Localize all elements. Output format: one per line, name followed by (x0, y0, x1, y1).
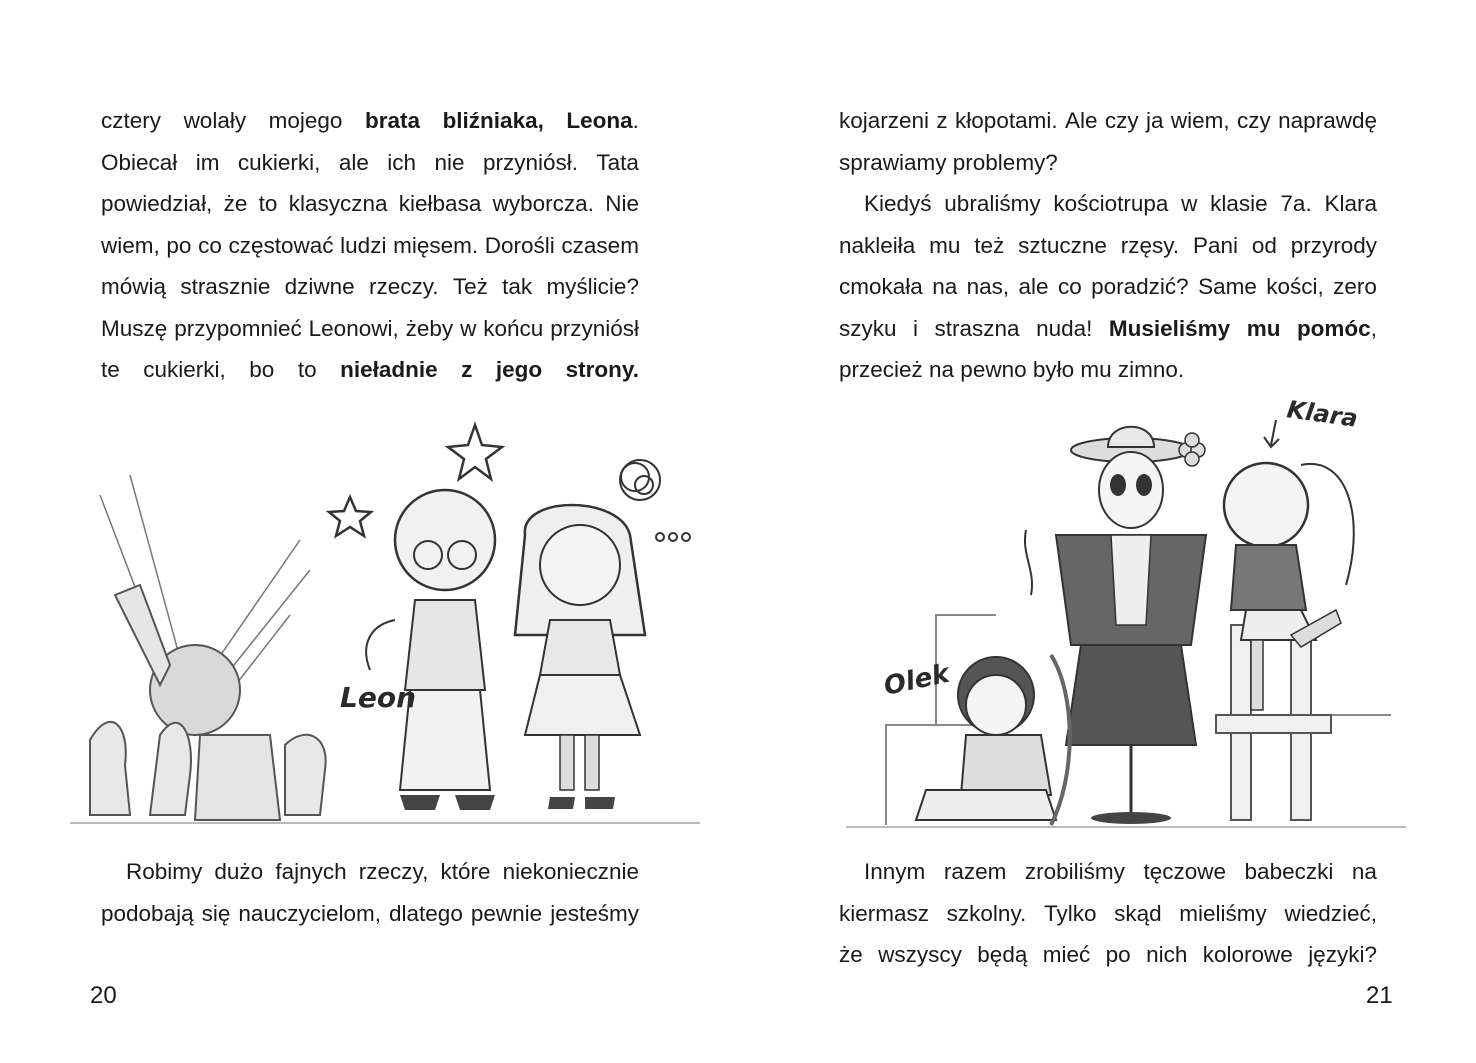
text-run: Same (1198, 274, 1257, 299)
text-run: przyrody (1290, 232, 1377, 258)
left-bottom-paragraph (101, 851, 639, 934)
text-run: wiem, (1170, 108, 1230, 133)
text-run: które (440, 859, 491, 884)
text-run: mojego (268, 108, 343, 133)
text-run: zrobiliśmy (1024, 859, 1125, 884)
text-run: Pani (1192, 232, 1238, 258)
text-run: co (1057, 274, 1082, 299)
right-page (738, 0, 1476, 1063)
girl-figure (515, 505, 645, 809)
text-line (839, 934, 1377, 976)
text-line (839, 308, 1377, 350)
text-run: w (1181, 191, 1198, 216)
text-run: nauczycielom, (238, 900, 381, 926)
text-run: straszna (934, 315, 1020, 341)
text-run: wszyscy (878, 942, 962, 967)
text-run: babeczki (1244, 859, 1334, 884)
text-run: wyborcza. (492, 191, 594, 216)
text-line (839, 100, 1377, 142)
text-run (1297, 308, 1377, 350)
text-run: dużo (214, 859, 264, 884)
text-run: cztery (101, 108, 162, 133)
text-run: częstować (228, 232, 334, 258)
flower-icon (1179, 433, 1205, 466)
text-run: Muszę (101, 315, 168, 341)
text-run: Dorośli (484, 232, 555, 258)
text-run: co (198, 232, 222, 258)
text-run: Też (452, 274, 488, 299)
text-run: rzeczy, (358, 859, 429, 884)
text-run: czy (1237, 108, 1271, 133)
left-top-paragraph (101, 100, 639, 391)
bold-text: pomóc (1296, 315, 1371, 341)
text-run: skąd (1114, 900, 1162, 926)
text-run: Tylko (1043, 900, 1097, 926)
text-line (839, 142, 1377, 184)
text-run: na (1351, 859, 1377, 884)
olek-label: Olek (881, 658, 952, 702)
bold-text: nieładnie (340, 357, 438, 382)
text-run: czy (1104, 108, 1139, 133)
text-run: przecież na pewno było mu zimno. (839, 357, 1185, 382)
text-run: ale (1018, 274, 1049, 299)
text-run: kiermasz (839, 900, 930, 926)
text-run: nakleiła (839, 232, 916, 258)
leon-label: Leon (340, 681, 417, 714)
text-run: wiedzieć, (1284, 900, 1377, 926)
text-run: cmokała (839, 274, 923, 299)
text-run: tęczowe (1143, 859, 1226, 884)
text-run: że (223, 191, 248, 216)
text-run: . (632, 108, 639, 133)
chair (1216, 625, 1331, 820)
text-line (839, 266, 1377, 308)
text-run: Klara (1324, 191, 1377, 216)
bold-text: mu (1246, 315, 1281, 341)
text-line (839, 893, 1377, 935)
text-run: wiem, (101, 232, 160, 258)
bold-text: jego (495, 357, 543, 382)
text-run: te (101, 357, 120, 382)
text-run: kościotrupa (1053, 191, 1169, 216)
text-run: kiełbasa (398, 191, 482, 216)
text-run: pewnie (470, 900, 543, 926)
text-line (101, 893, 639, 935)
text-run: nie (434, 149, 465, 175)
text-run: klasyczna (288, 191, 388, 216)
text-run: dlatego (389, 900, 463, 926)
text-run: niekoniecznie (502, 859, 639, 884)
text-run: i (913, 315, 919, 341)
text-line (101, 225, 639, 267)
text-run: Leonowi, (308, 315, 399, 341)
text-run: ja (1146, 108, 1164, 133)
text-run: będą (977, 942, 1028, 967)
text-line (101, 183, 639, 225)
text-run: tak (502, 274, 533, 299)
text-run: sztuczne (1018, 232, 1107, 258)
page-number-right: 21 (1366, 982, 1393, 1009)
text-line (839, 225, 1377, 267)
text-run: to (297, 357, 317, 382)
text-line (839, 349, 1377, 391)
text-run: po (166, 232, 192, 258)
text-run: od (1251, 232, 1277, 258)
text-run: nuda! (1036, 315, 1093, 341)
text-run: podobają (101, 900, 194, 926)
text-run: kolorowe (1202, 942, 1293, 967)
text-run: w (460, 315, 477, 341)
text-run: jesteśmy (550, 900, 639, 926)
text-run: ale (338, 149, 369, 175)
text-run: to (258, 191, 278, 216)
text-run: zero (1333, 274, 1377, 299)
text-run: Ale (1064, 108, 1098, 133)
text-run: też (974, 232, 1005, 258)
text-run: po (1105, 942, 1131, 967)
arrow-icon (1264, 420, 1279, 447)
text-run: mieliśmy (1179, 900, 1267, 926)
page-number-left: 20 (90, 982, 117, 1009)
left-illustration (70, 405, 700, 830)
text-run: Obiecał (101, 149, 178, 175)
text-run: żeby (405, 315, 454, 341)
text-run: strasznie (180, 274, 271, 299)
text-line (101, 142, 639, 184)
text-run: rzeczy. (368, 274, 439, 299)
text-run: 7a. (1280, 191, 1312, 216)
bold-text: Musieliśmy (1108, 315, 1231, 341)
bold-text: strony. (565, 357, 639, 382)
text-run: kłopotami. (955, 108, 1058, 133)
text-run: myślicie? (546, 274, 639, 299)
text-run: z (936, 108, 948, 133)
text-run: rzęsy. (1120, 232, 1180, 258)
text-run: dziwne (284, 274, 355, 299)
text-run: cukierki, (237, 149, 321, 175)
text-run: szyku (839, 315, 897, 341)
bold-text: brata (364, 108, 421, 133)
text-line (101, 851, 639, 893)
text-run: bo (249, 357, 275, 382)
text-line (839, 851, 1377, 893)
right-illustration (846, 395, 1406, 835)
text-run: Tata (596, 149, 639, 175)
text-run: kości, (1266, 274, 1324, 299)
bold-text: Leona (566, 108, 633, 133)
text-run: fajnych (275, 859, 347, 884)
text-run: poradzić? (1091, 274, 1189, 299)
bold-text: bliźniaka, (442, 108, 544, 133)
text-run: ich (387, 149, 417, 175)
text-run: końcu (483, 315, 544, 341)
text-run: czasem (561, 232, 639, 258)
text-run: nich (1146, 942, 1188, 967)
crowd-figure (90, 585, 326, 820)
text-run: sprawiamy problemy? (839, 149, 1058, 175)
right-bottom-paragraph (839, 851, 1377, 976)
text-run: naprawdę (1278, 108, 1377, 133)
text-run: się (201, 900, 231, 926)
text-line (101, 266, 639, 308)
skeleton-figure (1025, 427, 1206, 824)
text-run: razem (943, 859, 1007, 884)
text-run: szkolny. (946, 900, 1027, 926)
leon-figure (395, 490, 495, 810)
text-line (101, 308, 639, 350)
text-run: powiedział, (101, 191, 213, 216)
klara-label: Klara (1285, 395, 1360, 433)
text-run: Innym (839, 859, 926, 884)
text-line (101, 100, 639, 142)
text-run: Kiedyś (839, 191, 932, 216)
text-run: klasie (1210, 191, 1268, 216)
arrow-icon (366, 620, 395, 670)
text-run: Nie (605, 191, 639, 216)
text-line (839, 183, 1377, 225)
text-run: przyniósł. (482, 149, 578, 175)
text-run: , (1370, 315, 1377, 341)
text-run: że (839, 942, 863, 967)
text-run: kojarzeni (839, 108, 930, 133)
text-run: im (195, 149, 220, 175)
text-run: cukierki, (143, 357, 226, 382)
bold-text: z (461, 357, 473, 382)
text-run: przypomnieć (174, 315, 302, 341)
text-run: mieć (1042, 942, 1091, 967)
text-run: na (932, 274, 958, 299)
text-line (101, 349, 639, 391)
text-run: mięsem. (393, 232, 479, 258)
text-run: mówią (101, 274, 167, 299)
text-run: przyniósł (550, 315, 639, 341)
text-run: ubraliśmy (944, 191, 1041, 216)
text-run: ludzi (340, 232, 387, 258)
text-run: Robimy (101, 859, 203, 884)
right-top-paragraph (839, 100, 1377, 391)
text-run (566, 100, 639, 142)
text-run: nas, (966, 274, 1010, 299)
text-run: języki? (1308, 942, 1377, 967)
scribble-icon (620, 460, 690, 541)
text-run: wolały (183, 108, 247, 133)
text-run: mu (929, 232, 961, 258)
